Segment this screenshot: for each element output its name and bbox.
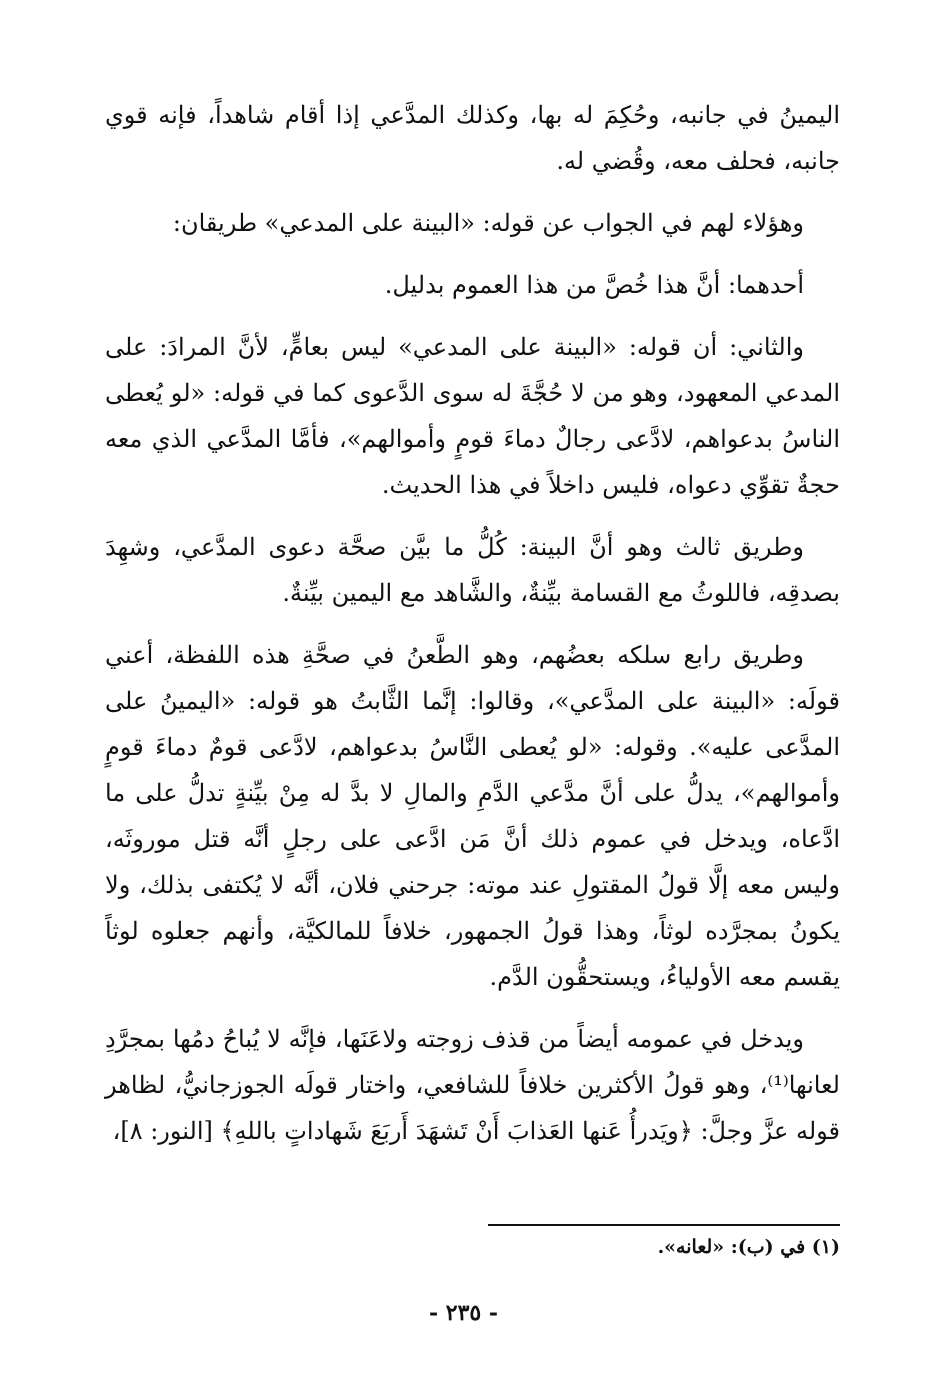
footnote: (١) في (ب): «لعانه». [657, 1236, 840, 1258]
paragraph-3: أحدهما: أنَّ هذا خُصَّ من هذا العموم بدليل. [384, 271, 804, 299]
paragraph-7: ويدخل في عمومه أيضاً من قذف زوجته ولاعَنَها، فإنَّه لا يُباحُ دمُها بمجرَّدِ لعانها⁽¹⁾، وهو قولُ الأكثرين خلافاً للشافعي، واختار قولَه الجوزجانيُّ، لظاهر قوله عزَّ وجلَّ: ﴿ويَدرأُ عَنها العَذابَ أَنْ تَشهَدَ أَربَعَ شَهاداتٍ باللهِ﴾ [النور: ٨]، [105, 1025, 840, 1145]
footnote-divider [488, 1224, 840, 1226]
paragraph-2: وهؤلاء لهم في الجواب عن قوله: «البينة على المدعي» طريقان: [172, 209, 804, 237]
page-body [105, 92, 840, 1170]
paragraph-1: اليمينُ في جانبه، وحُكِمَ له بها، وكذلك المدَّعي إذا أقام شاهداً، فإنه قوي جانبه، فحلف معه، وقُضي له. [105, 101, 840, 175]
paragraph-6: وطريق رابع سلكه بعضُهم، وهو الطَّعنُ في صحَّةِ هذه اللفظة، أعني قولَه: «البينة على المدَّعي»، وقالوا: إنَّما الثَّابتُ هو قوله: «اليمينُ على المدَّعى عليه». وقوله: «لو يُعطى النَّاسُ بدعواهم، لادَّعى قومٌ دماءَ قومٍ وأموالهم»، يدلُّ على أنَّ مدَّعي الدَّمِ والمالِ لا بدَّ له مِنْ بيِّنةٍ تدلُّ على ما ادَّعاه، ويدخل في عموم ذلك أنَّ مَن ادَّعى على رجلٍ أنَّه قتل موروثَه، وليس معه إلَّا قولُ المقتولِ عند موته: جرحني فلان، أنَّه لا يُكتفى بذلك، ولا يكونُ بمجرَّده لوثاً، وهذا قولُ الجمهور، خلافاً للمالكيَّة، وأنهم جعلوه لوثاً يقسم معه الأولياءُ، ويستحقُّون الدَّم. [105, 641, 840, 991]
page-number: - ٢٣٥ - [428, 1300, 499, 1326]
paragraph-4: والثاني: أن قوله: «البينة على المدعي» ليس بعامٍّ، لأنَّ المرادَ: على المدعي المعهود، وهو من لا حُجَّةَ له سوى الدَّعوى كما في قوله: «لو يُعطى الناسُ بدعواهم، لادَّعى رجالٌ دماءَ قومٍ وأموالهم»، فأمَّا المدَّعي الذي معه حجةٌ تقوِّي دعواه، فليس داخلاً في هذا الحديث. [105, 333, 840, 499]
paragraph-5: وطريق ثالث وهو أنَّ البينة: كُلُّ ما بيَّن صحَّة دعوى المدَّعي، وشهِدَ بصدقِه، فاللوثُ مع القسامة بيِّنةٌ، والشَّاهد مع اليمين بيِّنةٌ. [105, 533, 840, 607]
